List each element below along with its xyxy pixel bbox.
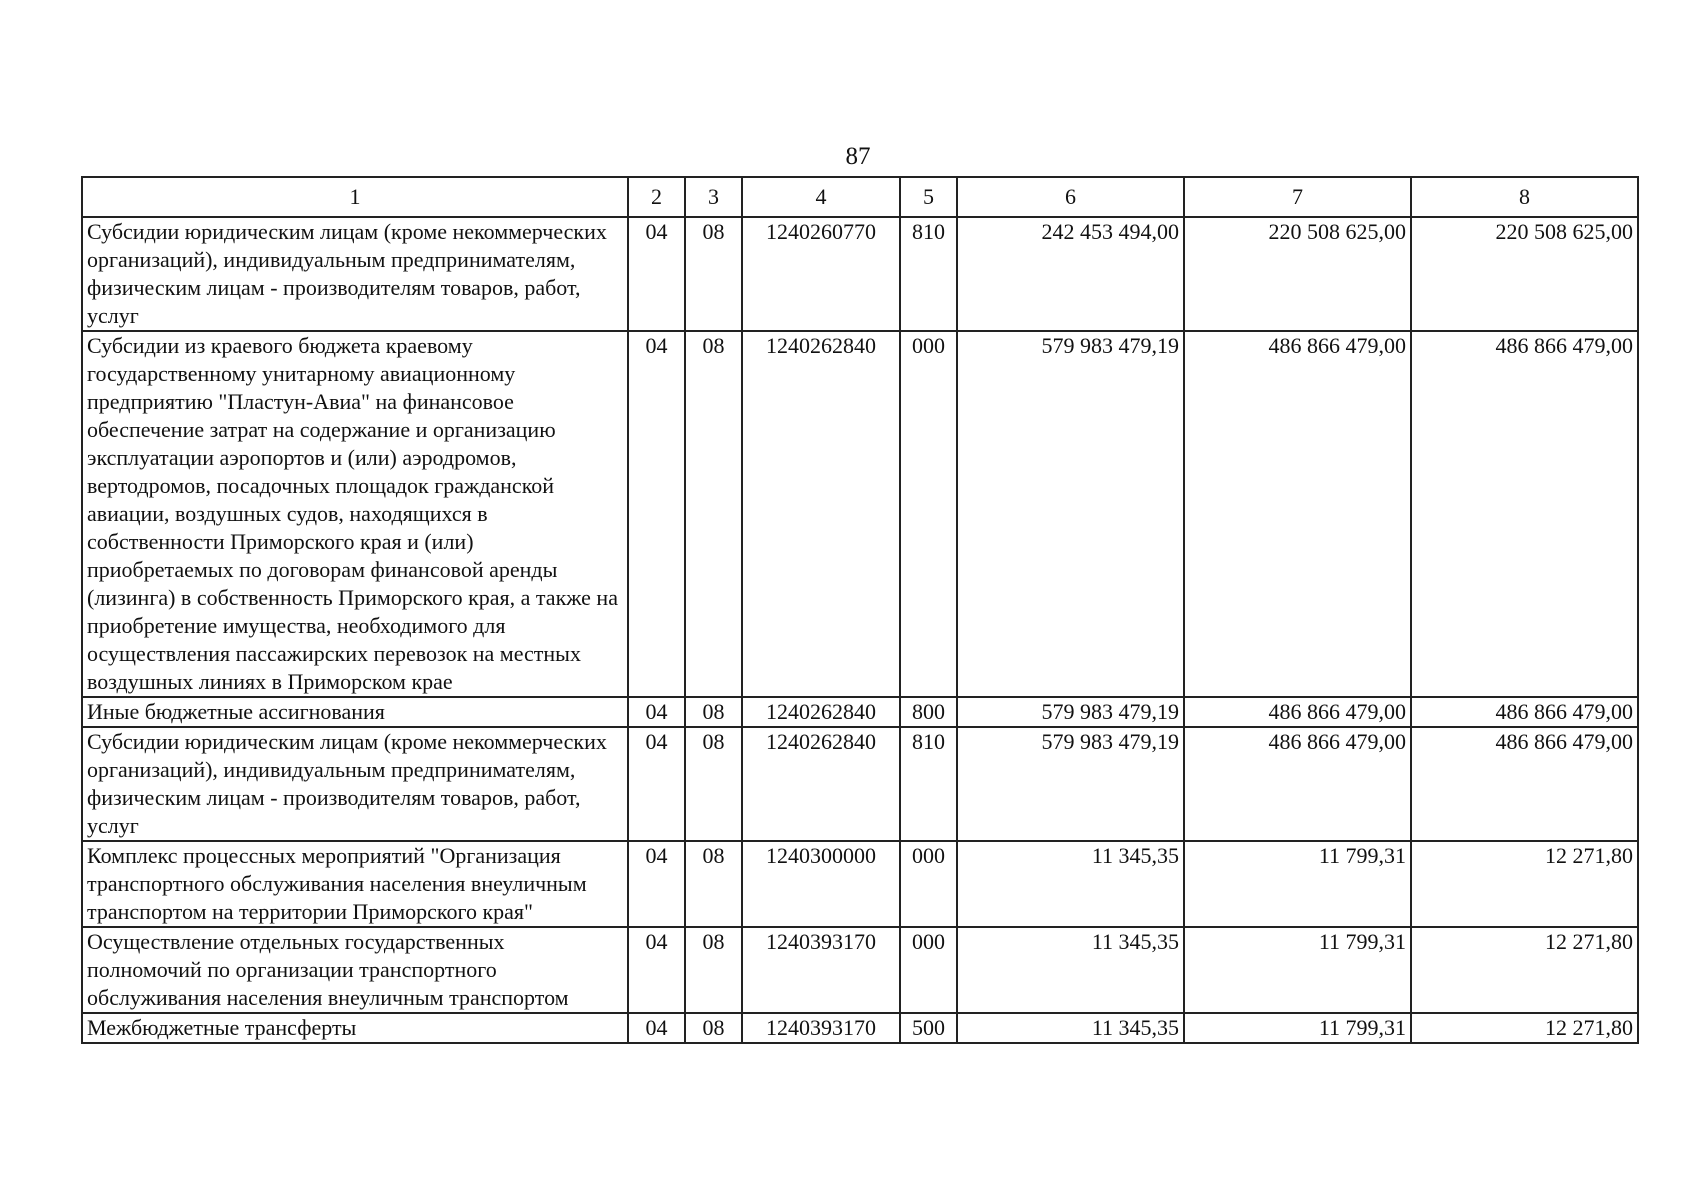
row-name: Иные бюджетные ассигнования <box>82 697 628 727</box>
header-col-6: 6 <box>957 177 1184 217</box>
header-col-8: 8 <box>1411 177 1638 217</box>
row-amount-7: 486 866 479,00 <box>1184 697 1411 727</box>
row-name: Субсидии из краевого бюджета краевому государственному унитарному авиационному предприятию "Пластун-Авиа" на финансовое обеспечение затрат на содержание и организацию эксплуатации аэропортов и (или) аэродромов, вертодромов, посадочных площадок гражданской авиации, воздушных судов, находящихся в собственности Приморского края и (или) приобретаемых по договорам финансовой аренды (лизинга) в собственность Приморского края, а также на приобретение имущества, необходимого для осуществления пассажирских перевозок на местных воздушных линиях в Приморском крае <box>82 331 628 697</box>
row-amount-7: 486 866 479,00 <box>1184 331 1411 697</box>
row-subsection: 08 <box>685 217 742 331</box>
table-row <box>82 727 1638 841</box>
table-row <box>82 217 1638 331</box>
row-amount-7: 11 799,31 <box>1184 841 1411 927</box>
row-target-article: 1240262840 <box>742 697 900 727</box>
row-amount-8: 486 866 479,00 <box>1411 727 1638 841</box>
row-amount-6: 11 345,35 <box>957 927 1184 1013</box>
row-section: 04 <box>628 727 685 841</box>
row-amount-8: 486 866 479,00 <box>1411 331 1638 697</box>
row-amount-6: 579 983 479,19 <box>957 331 1184 697</box>
row-amount-7: 486 866 479,00 <box>1184 727 1411 841</box>
row-section: 04 <box>628 217 685 331</box>
row-name: Межбюджетные трансферты <box>82 1013 628 1043</box>
row-section: 04 <box>628 697 685 727</box>
row-amount-6: 579 983 479,19 <box>957 697 1184 727</box>
row-amount-6: 242 453 494,00 <box>957 217 1184 331</box>
header-row <box>82 177 1638 217</box>
row-subsection: 08 <box>685 1013 742 1043</box>
header-col-3: 3 <box>685 177 742 217</box>
row-name: Осуществление отдельных государственных полномочий по организации транспортного обслуживания населения внеуличным транспортом <box>82 927 628 1013</box>
row-expense-type: 810 <box>900 727 957 841</box>
row-section: 04 <box>628 927 685 1013</box>
row-expense-type: 000 <box>900 331 957 697</box>
row-section: 04 <box>628 841 685 927</box>
row-amount-8: 220 508 625,00 <box>1411 217 1638 331</box>
row-amount-7: 11 799,31 <box>1184 927 1411 1013</box>
row-target-article: 1240393170 <box>742 1013 900 1043</box>
row-name: Субсидии юридическим лицам (кроме некоммерческих организаций), индивидуальным предпринимателям, физическим лицам - производителям товаров, работ, услуг <box>82 727 628 841</box>
table-row <box>82 927 1638 1013</box>
row-subsection: 08 <box>685 927 742 1013</box>
row-section: 04 <box>628 1013 685 1043</box>
table-row <box>82 697 1638 727</box>
row-amount-8: 12 271,80 <box>1411 841 1638 927</box>
row-amount-8: 12 271,80 <box>1411 927 1638 1013</box>
budget-table <box>81 176 1639 1044</box>
row-expense-type: 000 <box>900 841 957 927</box>
row-subsection: 08 <box>685 841 742 927</box>
row-target-article: 1240262840 <box>742 331 900 697</box>
row-expense-type: 500 <box>900 1013 957 1043</box>
row-name: Комплекс процессных мероприятий "Организация транспортного обслуживания населения внеуличным транспортом на территории Приморского края" <box>82 841 628 927</box>
table-row <box>82 1013 1638 1043</box>
header-col-1: 1 <box>82 177 628 217</box>
header-col-7: 7 <box>1184 177 1411 217</box>
row-expense-type: 000 <box>900 927 957 1013</box>
row-expense-type: 810 <box>900 217 957 331</box>
header-col-4: 4 <box>742 177 900 217</box>
table-row <box>82 331 1638 697</box>
row-target-article: 1240300000 <box>742 841 900 927</box>
row-amount-6: 11 345,35 <box>957 841 1184 927</box>
row-subsection: 08 <box>685 727 742 841</box>
row-amount-8: 12 271,80 <box>1411 1013 1638 1043</box>
row-amount-7: 11 799,31 <box>1184 1013 1411 1043</box>
row-target-article: 1240393170 <box>742 927 900 1013</box>
header-col-2: 2 <box>628 177 685 217</box>
row-target-article: 1240260770 <box>742 217 900 331</box>
row-name: Субсидии юридическим лицам (кроме некоммерческих организаций), индивидуальным предпринимателям, физическим лицам - производителям товаров, работ, услуг <box>82 217 628 331</box>
table-row <box>82 841 1638 927</box>
header-col-5: 5 <box>900 177 957 217</box>
row-amount-6: 11 345,35 <box>957 1013 1184 1043</box>
row-target-article: 1240262840 <box>742 727 900 841</box>
row-expense-type: 800 <box>900 697 957 727</box>
row-subsection: 08 <box>685 697 742 727</box>
page-number: 87 <box>845 143 871 170</box>
row-amount-8: 486 866 479,00 <box>1411 697 1638 727</box>
row-amount-7: 220 508 625,00 <box>1184 217 1411 331</box>
row-amount-6: 579 983 479,19 <box>957 727 1184 841</box>
row-subsection: 08 <box>685 331 742 697</box>
row-section: 04 <box>628 331 685 697</box>
